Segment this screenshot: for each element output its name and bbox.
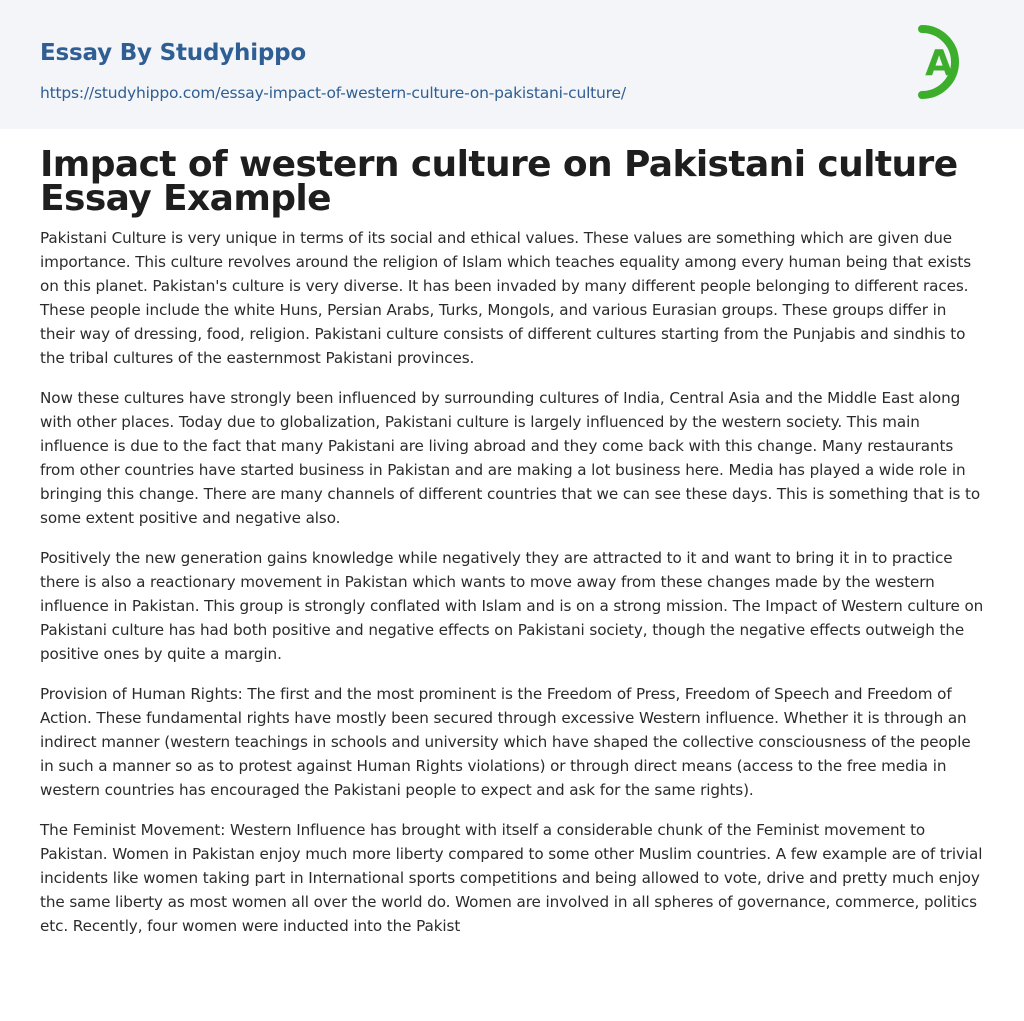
article-body bbox=[0, 144, 1024, 938]
paragraph-1: Pakistani Culture is very unique in terms of its social and ethical values. These values are something which are given due importance. This culture revolves around the religion of Islam which teaches equality among every human being that exists on this planet. Pakistan's culture is very diverse. It has been invaded by many different people belonging to different races. These people include the white Huns, Persian Arabs, Turks, Mongols, and various Eurasian groups. These groups differ in their way of dressing, food, religion. Pakistani culture consists of different cultures starting from the Punjabis and sindhis to the tribal cultures of the easternmost Pakistani provinces. bbox=[40, 229, 972, 367]
studyhippo-logo-icon[interactable] bbox=[912, 19, 986, 105]
logo-letter: A bbox=[925, 43, 953, 84]
site-header bbox=[0, 0, 1024, 129]
site-title[interactable]: Essay By Studyhippo bbox=[40, 40, 307, 66]
page-title: Impact of western culture on Pakistani culture Essay Example bbox=[40, 144, 958, 219]
paragraph-2: Now these cultures have strongly been influenced by surrounding cultures of India, Central Asia and the Middle East along with other places. Today due to globalization, Pakistani culture is largely influenced by the western society. This main influence is due to the fact that many Pakistani are living abroad and they come back with this change. Many restaurants from other countries have started business in Pakistan and are making a lot business here. Media has played a wide role in bringing this change. There are many channels of different countries that we can see these days. This is something that is to some extent positive and negative also. bbox=[40, 389, 981, 527]
paragraph-5: The Feminist Movement: Western Influence has brought with itself a considerable chunk of the Feminist movement to Pakistan. Women in Pakistan enjoy much more liberty compared to some other Muslim countries. A few example are of trivial incidents like women taking part in International sports competitions and being allowed to vote, drive and pretty much enjoy the same liberty as most women all over the world do. Women are involved in all spheres of governance, commerce, politics etc. Recently, four women were inducted into the Pakist bbox=[40, 821, 983, 935]
paragraph-3: Positively the new generation gains knowledge while negatively they are attracted to it and want to bring it in to practice there is also a reactionary movement in Pakistan which wants to move away from these changes made by the western influence in Pakistan. This group is strongly conflated with Islam and is on a strong mission. The Impact of Western culture on Pakistani culture has had both positive and negative effects on Pakistani society, though the negative effects outweigh the positive ones by quite a margin. bbox=[40, 549, 984, 663]
site-url-link[interactable]: https://studyhippo.com/essay-impact-of-western-culture-on-pakistani-culture/ bbox=[40, 84, 626, 102]
paragraph-4: Provision of Human Rights: The first and the most prominent is the Freedom of Press, Freedom of Speech and Freedom of Action. These fundamental rights have mostly been secured through excessive Western influence. Whether it is through an indirect manner (western teachings in schools and university which have shaped the collective consciousness of the people in such a manner so as to protest against Human Rights violations) or through direct means (access to the free media in western countries has encouraged the Pakistani people to expect and ask for the same rights). bbox=[40, 685, 971, 799]
